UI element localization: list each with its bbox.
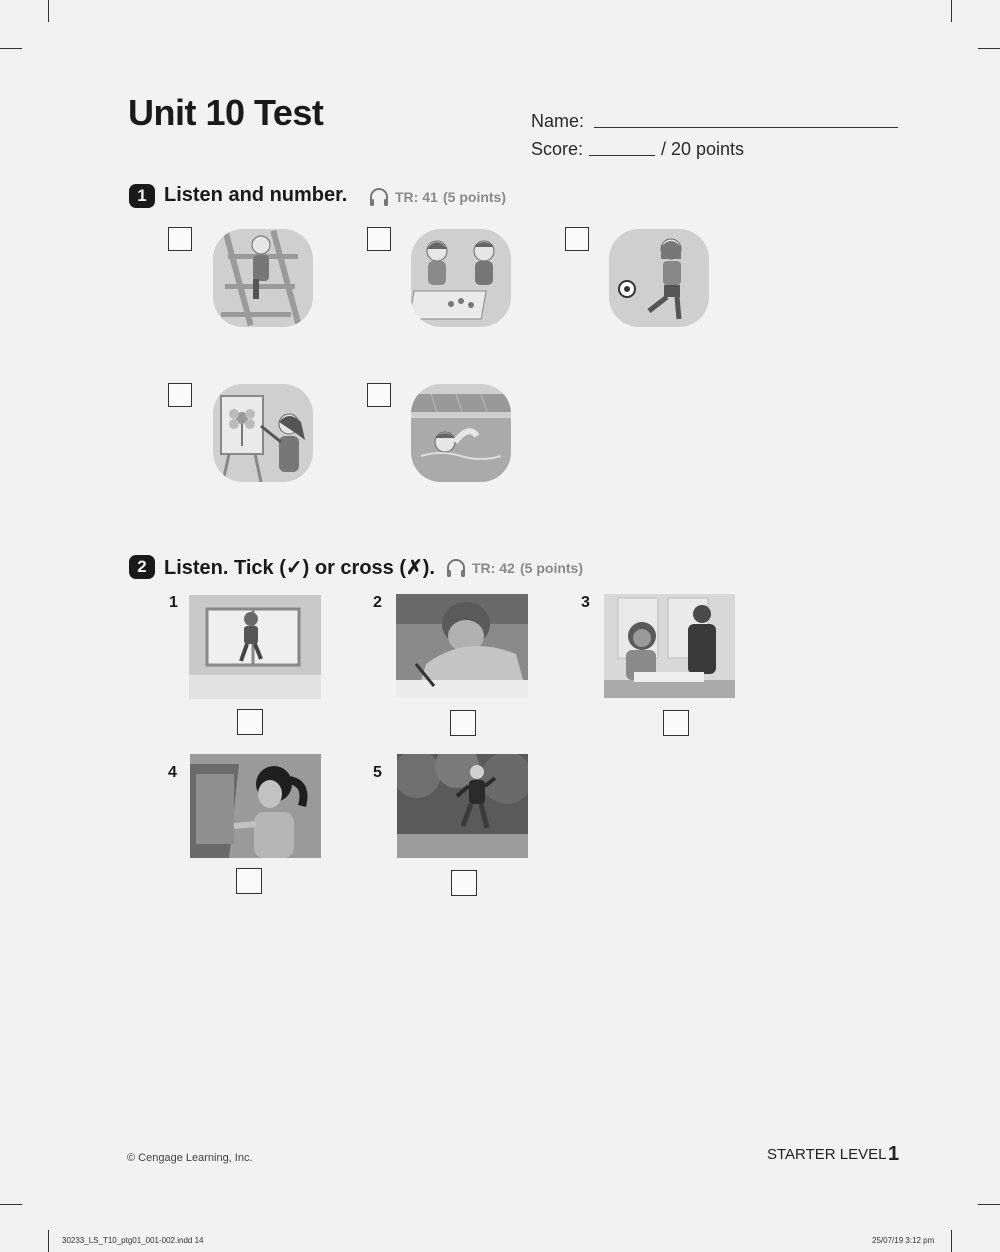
page-title: Unit 10 Test xyxy=(128,92,324,133)
crop-mark xyxy=(0,1204,22,1205)
boy-drawing-photo xyxy=(396,594,528,698)
item-number: 4 xyxy=(168,764,177,781)
section-points: (5 points) xyxy=(443,189,506,205)
copyright: © Cengage Learning, Inc. xyxy=(127,1152,253,1164)
tick-cross-box[interactable] xyxy=(451,870,477,896)
tick-cross-box[interactable] xyxy=(236,868,262,894)
score-field[interactable] xyxy=(589,155,655,156)
children-playing-board-game-photo xyxy=(604,594,735,698)
boy-running-in-park-photo xyxy=(397,754,528,858)
section-number-badge: 2 xyxy=(129,555,155,579)
headphones-icon xyxy=(445,557,467,579)
score-total: / 20 points xyxy=(661,139,745,159)
girl-kicking-ball-illustration xyxy=(609,229,709,327)
girl-painting-flower-illustration xyxy=(213,384,313,482)
slug-date: 25/07/19 3:12 pm xyxy=(872,1236,935,1245)
tick-cross-box[interactable] xyxy=(663,710,689,736)
slug-file-info: 30233_LS_T10_ptg01_001-002.indd 14 xyxy=(62,1236,204,1245)
answer-box[interactable] xyxy=(367,227,391,251)
section-number-badge: 1 xyxy=(129,184,155,208)
item-number: 3 xyxy=(581,594,590,611)
children-playing-board-game-illustration xyxy=(411,229,511,327)
score-label: Score: xyxy=(531,139,584,159)
girl-painting-photo xyxy=(190,754,321,858)
item-number: 5 xyxy=(373,764,382,781)
headphones-icon xyxy=(368,186,390,208)
tick-cross-box[interactable] xyxy=(450,710,476,736)
item-number: 1 xyxy=(169,594,178,611)
section1-instruction: Listen and number. xyxy=(164,184,348,206)
crop-mark xyxy=(0,48,22,49)
boy-swimming-illustration xyxy=(411,384,511,482)
level-label: STARTER LEVEL xyxy=(767,1146,887,1163)
track-number: TR: 42 xyxy=(472,560,515,576)
crop-mark xyxy=(48,0,49,22)
crop-mark xyxy=(48,1230,49,1252)
page-number: 1 xyxy=(888,1143,900,1165)
item-number: 2 xyxy=(373,594,382,611)
answer-box[interactable] xyxy=(168,227,192,251)
crop-mark xyxy=(951,1230,952,1252)
answer-box[interactable] xyxy=(367,383,391,407)
section2-instruction: Listen. Tick (✓) or cross (✗). xyxy=(164,557,435,579)
answer-box[interactable] xyxy=(565,227,589,251)
name-field[interactable] xyxy=(594,127,898,128)
crop-mark xyxy=(978,48,1000,49)
section-points: (5 points) xyxy=(520,560,583,576)
boy-climbing-ladder-illustration xyxy=(213,229,313,327)
crop-mark xyxy=(978,1204,1000,1205)
answer-box[interactable] xyxy=(168,383,192,407)
child-jumping-on-bed-photo xyxy=(189,595,321,699)
crop-mark xyxy=(951,0,952,22)
tick-cross-box[interactable] xyxy=(237,709,263,735)
track-number: TR: 41 xyxy=(395,189,438,205)
name-label: Name: xyxy=(531,111,585,131)
